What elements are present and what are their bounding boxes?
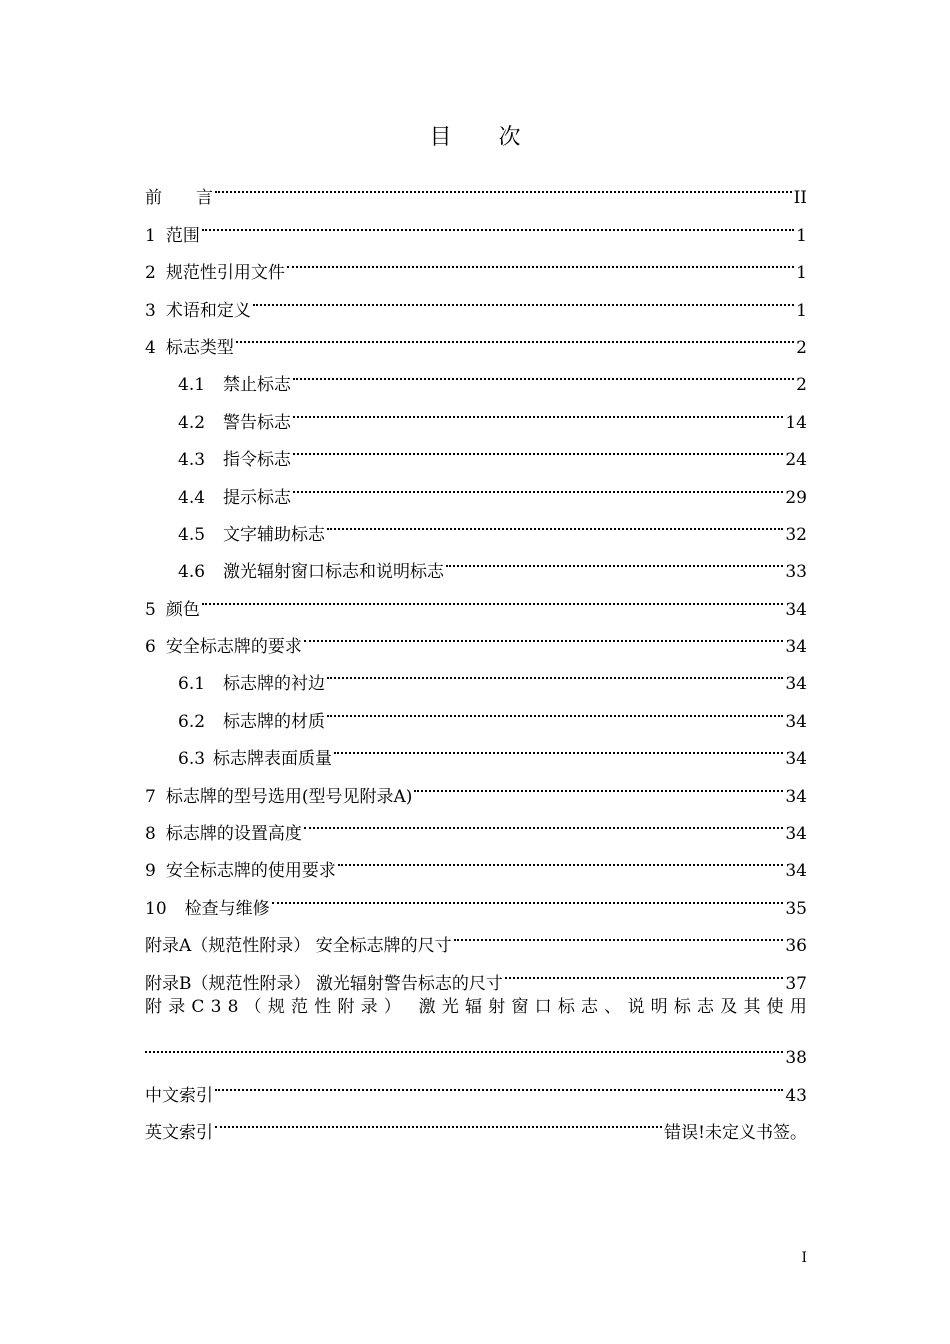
toc-entry-label: 颜色 — [165, 599, 200, 620]
toc-entry-page: 14 — [785, 412, 807, 433]
toc-entry-1[interactable] — [145, 203, 807, 246]
toc-entry-label: 警告标志 — [223, 412, 292, 433]
toc-entry-label: 附录B（规范性附录） 激光辐射警告标志的尺寸 — [145, 973, 503, 994]
toc-entry-page: 43 — [785, 1085, 807, 1106]
toc-leader-dots — [202, 577, 784, 614]
toc-entry-label: 中文索引 — [145, 1085, 213, 1106]
toc-entry-page: 38 — [785, 1048, 807, 1069]
toc-entry-page: 29 — [785, 487, 807, 508]
toc-leader-dots — [253, 278, 794, 315]
toc-entry-label: 附录C38（规范性附录） 激光辐射窗口标志、说明标志及其使用 — [145, 996, 814, 1017]
toc-entry-number: 4.3 — [178, 450, 206, 471]
toc-entry-label: 标志牌的设置高度 — [165, 824, 302, 845]
toc-leader-dots — [327, 503, 783, 540]
toc-leader-dots — [327, 689, 783, 726]
toc-entry-page: 34 — [785, 637, 807, 658]
toc-entry-number: 4.5 — [178, 524, 206, 545]
toc-entry-page: 36 — [785, 936, 807, 957]
toc-entry-page: 34 — [785, 786, 807, 807]
toc-entry-number: 4 — [145, 337, 156, 358]
toc-entry-label: 安全标志牌的使用要求 — [165, 861, 336, 882]
toc-entry-5[interactable] — [145, 577, 807, 620]
toc-entry-label: 附录A（规范性附录） 安全标志牌的尺寸 — [145, 936, 452, 957]
toc-leader-dots — [293, 428, 783, 465]
toc-entry-label: 提示标志 — [223, 487, 292, 508]
toc-entry-number: 5 — [145, 599, 156, 620]
toc-entry-6[interactable] — [145, 615, 807, 658]
toc-entry-page: 1 — [796, 263, 807, 284]
toc-leader-dots — [272, 876, 784, 913]
toc-entry-page: 2 — [796, 375, 807, 396]
toc-entry-number: 4.2 — [178, 412, 206, 433]
toc-leader-dots — [414, 764, 783, 801]
toc-entry-number: 8 — [145, 824, 156, 845]
toc-entry-label: 禁止标志 — [223, 375, 292, 396]
toc-entry-page: 35 — [785, 898, 807, 919]
toc-entry-preface[interactable] — [145, 166, 807, 209]
page-number: I — [801, 1250, 807, 1266]
toc-leader-dots — [293, 465, 783, 502]
toc-entry-4[interactable] — [145, 316, 807, 358]
toc-entry-number: 2 — [145, 263, 156, 284]
toc-entry-number: 4.1 — [178, 375, 206, 396]
toc-entry-page: 错误!未定义书签。 — [664, 1123, 807, 1144]
toc-leader-dots — [202, 203, 794, 240]
toc-entry-number: 6 — [145, 637, 156, 658]
toc-entry-label: 标志牌的型号选用(型号见附录A) — [165, 786, 413, 807]
toc-leader-dots — [446, 540, 783, 577]
toc-entry-number: 6.3 — [178, 749, 206, 770]
toc-entry-number: 6.2 — [178, 711, 206, 732]
toc-leader-dots — [215, 1063, 783, 1100]
toc-entry-page: 2 — [796, 337, 807, 358]
toc-entry-label: 激光辐射窗口标志和说明标志 — [223, 562, 445, 583]
toc-entry-label: 文字辅助标志 — [223, 524, 326, 545]
toc-entry-number: 9 — [145, 861, 156, 882]
toc-entry-page: 34 — [785, 861, 807, 882]
toc-entry-label: 前 言 — [145, 188, 213, 209]
toc-leader-dots — [215, 1101, 662, 1138]
toc-entry-number: 3 — [145, 300, 156, 321]
toc-entry-page: 34 — [785, 749, 807, 770]
toc-entry-appendix-c[interactable] — [145, 989, 814, 1026]
toc-entry-2[interactable] — [145, 241, 807, 284]
toc-entry-appendix-c-continued[interactable] — [145, 1026, 807, 1069]
toc-entry-number: 4.4 — [178, 487, 206, 508]
toc-entry-label: 规范性引用文件 — [165, 263, 285, 284]
toc-leader-dots — [454, 914, 784, 951]
toc-leader-dots — [293, 353, 794, 390]
toc-entry-page: 34 — [785, 711, 807, 732]
toc-entry-page: 1 — [796, 300, 807, 321]
toc-entry-label: 范围 — [165, 225, 200, 246]
toc-leader-dots — [334, 727, 783, 764]
toc-entry-number: 1 — [145, 225, 156, 246]
toc-entry-page: 37 — [785, 973, 807, 994]
toc-entry-page: 34 — [785, 674, 807, 695]
toc-leader-dots — [145, 1026, 783, 1063]
toc-entry-page: 1 — [796, 225, 807, 246]
toc-entry-page: II — [793, 188, 807, 209]
toc-entry-4-1[interactable] — [145, 353, 807, 396]
toc-entry-number: 10 — [145, 898, 167, 919]
toc-entry-number: 7 — [145, 786, 156, 807]
toc-entry-page: 32 — [785, 524, 807, 545]
toc-entry-page: 24 — [785, 450, 807, 471]
toc-leader-dots — [215, 166, 792, 203]
toc-leader-dots — [327, 652, 783, 689]
toc-entry-label: 检查与维修 — [184, 898, 270, 919]
toc-entry-label: 标志牌的衬边 — [223, 674, 326, 695]
toc-entry-label: 术语和定义 — [165, 300, 251, 321]
toc-entry-label: 标志牌表面质量 — [213, 749, 333, 770]
toc-entry-label: 指令标志 — [223, 450, 292, 471]
toc-leader-dots — [304, 615, 784, 652]
toc-entry-english-index[interactable] — [145, 1101, 807, 1144]
toc-entry-chinese-index[interactable] — [145, 1063, 807, 1106]
toc-entry-number: 4.6 — [178, 562, 206, 583]
toc-leader-dots — [287, 241, 794, 278]
toc-title: 目 次 — [429, 125, 541, 150]
toc-entry-page: 34 — [785, 824, 807, 845]
toc-entry-label: 标志类型 — [165, 337, 234, 358]
toc-leader-dots — [505, 951, 783, 988]
toc-entry-label: 标志牌的材质 — [223, 711, 326, 732]
toc-leader-dots — [338, 839, 784, 876]
toc-leader-dots — [304, 802, 784, 839]
toc-entry-label: 安全标志牌的要求 — [165, 637, 302, 658]
toc-leader-dots — [236, 316, 794, 353]
toc-entry-number: 6.1 — [178, 674, 206, 695]
toc-entry-page: 33 — [785, 562, 807, 583]
toc-entry-label: 英文索引 — [145, 1123, 213, 1144]
toc-leader-dots — [293, 390, 783, 427]
toc-entry-page: 34 — [785, 599, 807, 620]
table-of-contents — [145, 166, 814, 1144]
